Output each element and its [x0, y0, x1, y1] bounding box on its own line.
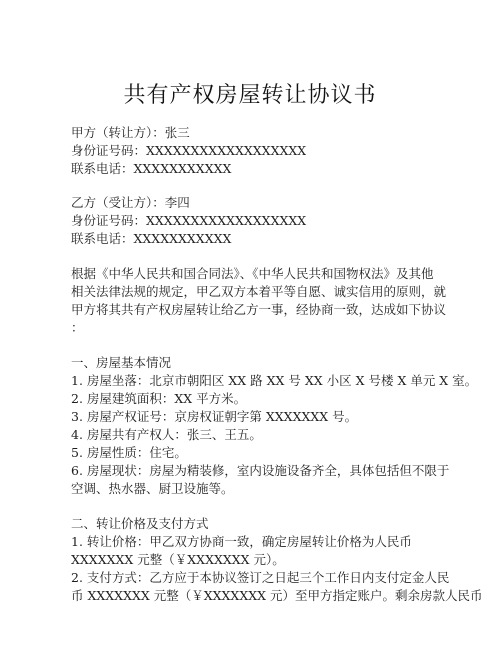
party-a-id-line: 身份证号码：XXXXXXXXXXXXXXXXXX [71, 143, 307, 158]
party-a-phone-line: 联系电话：XXXXXXXXXXX [71, 161, 232, 176]
section-item: XXXXXXX 元整（￥XXXXXXX 元）。 [71, 552, 285, 567]
preamble-line: 甲方将其共有产权房屋转让给乙方一事，经协商一致，达成如下协议 [71, 302, 447, 317]
party-a-line: 甲方（转让方）：张三 [71, 125, 190, 140]
party-b-phone-line: 联系电话：XXXXXXXXXXX [71, 231, 232, 246]
section-heading: 二、转让价格及支付方式 [71, 516, 209, 531]
section-item: 1. 房屋坐落：北京市朝阳区 XX 路 XX 号 XX 小区 X 号楼 X 单元 X 室。 [71, 373, 478, 388]
section-item: 2. 支付方式：乙方应于本协议签订之日起三个工作日内支付定金人民 [71, 570, 450, 585]
section-item: 2. 房屋建筑面积：XX 平方米。 [71, 391, 247, 406]
party-b-id-line: 身份证号码：XXXXXXXXXXXXXXXXXX [71, 213, 307, 228]
section-item: 币 XXXXXXX 元整（￥XXXXXXX 元）至甲方指定账户。剩余房款人民币 [71, 588, 483, 603]
section-item: 3. 房屋产权证号：京房权证朝字第 XXXXXXX 号。 [71, 409, 358, 424]
section-item: 4. 房屋共有产权人：张三、王五。 [71, 427, 262, 442]
preamble-line: 相关法律法规的规定，甲乙双方本着平等自愿、诚实信用的原则，就 [71, 284, 447, 299]
section-item: 6. 房屋现状：房屋为精装修，室内设施设备齐全，具体包括但不限于 [71, 463, 450, 478]
section-item: 空调、热水器、厨卫设施等。 [71, 481, 234, 496]
preamble-line: ： [71, 320, 84, 335]
preamble-line: 根据《中华人民共和国合同法》、《中华人民共和国物权法》及其他 [71, 266, 434, 281]
document-title: 共有产权房屋转让协议书 [123, 83, 377, 108]
section-item: 1. 转让价格：甲乙双方协商一致，确定房屋转让价格为人民币 [71, 534, 412, 549]
section-heading: 一、房屋基本情况 [71, 355, 172, 370]
party-b-line: 乙方（受让方）：李四 [71, 195, 190, 210]
section-item: 5. 房屋性质：住宅。 [71, 445, 187, 460]
